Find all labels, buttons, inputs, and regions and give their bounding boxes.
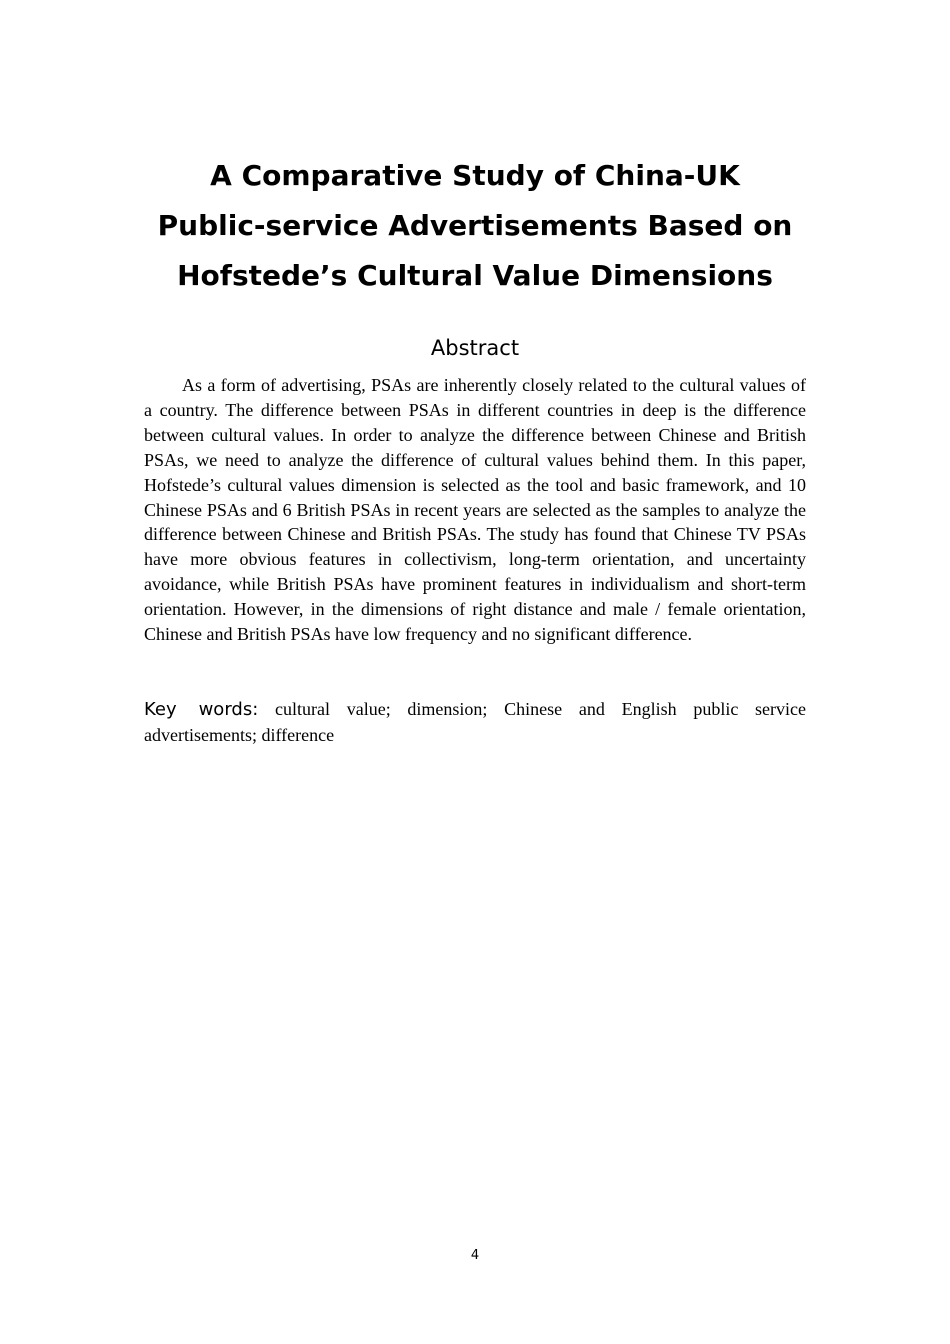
- title-line-2: Public-service Advertisements Based on: [157, 209, 793, 242]
- title-line-1: A Comparative Study of China-UK: [210, 159, 740, 192]
- keywords-label: Key words:: [144, 699, 259, 720]
- title-line-3: Hofstede’s Cultural Value Dimensions: [177, 259, 773, 292]
- keywords-text: cultural value; dimension; Chinese and English public service advertisements; difference: [144, 699, 807, 745]
- keywords-paragraph: [144, 697, 806, 748]
- page-number: 4: [470, 1248, 480, 1263]
- paper-title: [144, 151, 806, 301]
- abstract-heading: Abstract: [430, 336, 520, 360]
- abstract-paragraph: As a form of advertising, PSAs are inherently closely related to the cultural values of a country. The difference between PSAs in different countries in deep is the difference between cultural values. In order to analyze the difference between Chinese and British PSAs, we need to analyze the difference of cultural values behind them. In this paper, Hofstede’s cultural values dimension is selected as the tool and basic framework, and 10 Chinese PSAs and 6 British PSAs in recent years are selected as the samples to analyze the difference between Chinese and British PSAs. The study has found that Chinese TV PSAs have more obvious features in collectivism, long-term orientation, and uncertainty avoidance, while British PSAs have prominent features in individualism and short-term orientation. However, in the dimensions of right distance and male / female orientation, Chinese and British PSAs have low frequency and no significant difference.: [144, 375, 806, 645]
